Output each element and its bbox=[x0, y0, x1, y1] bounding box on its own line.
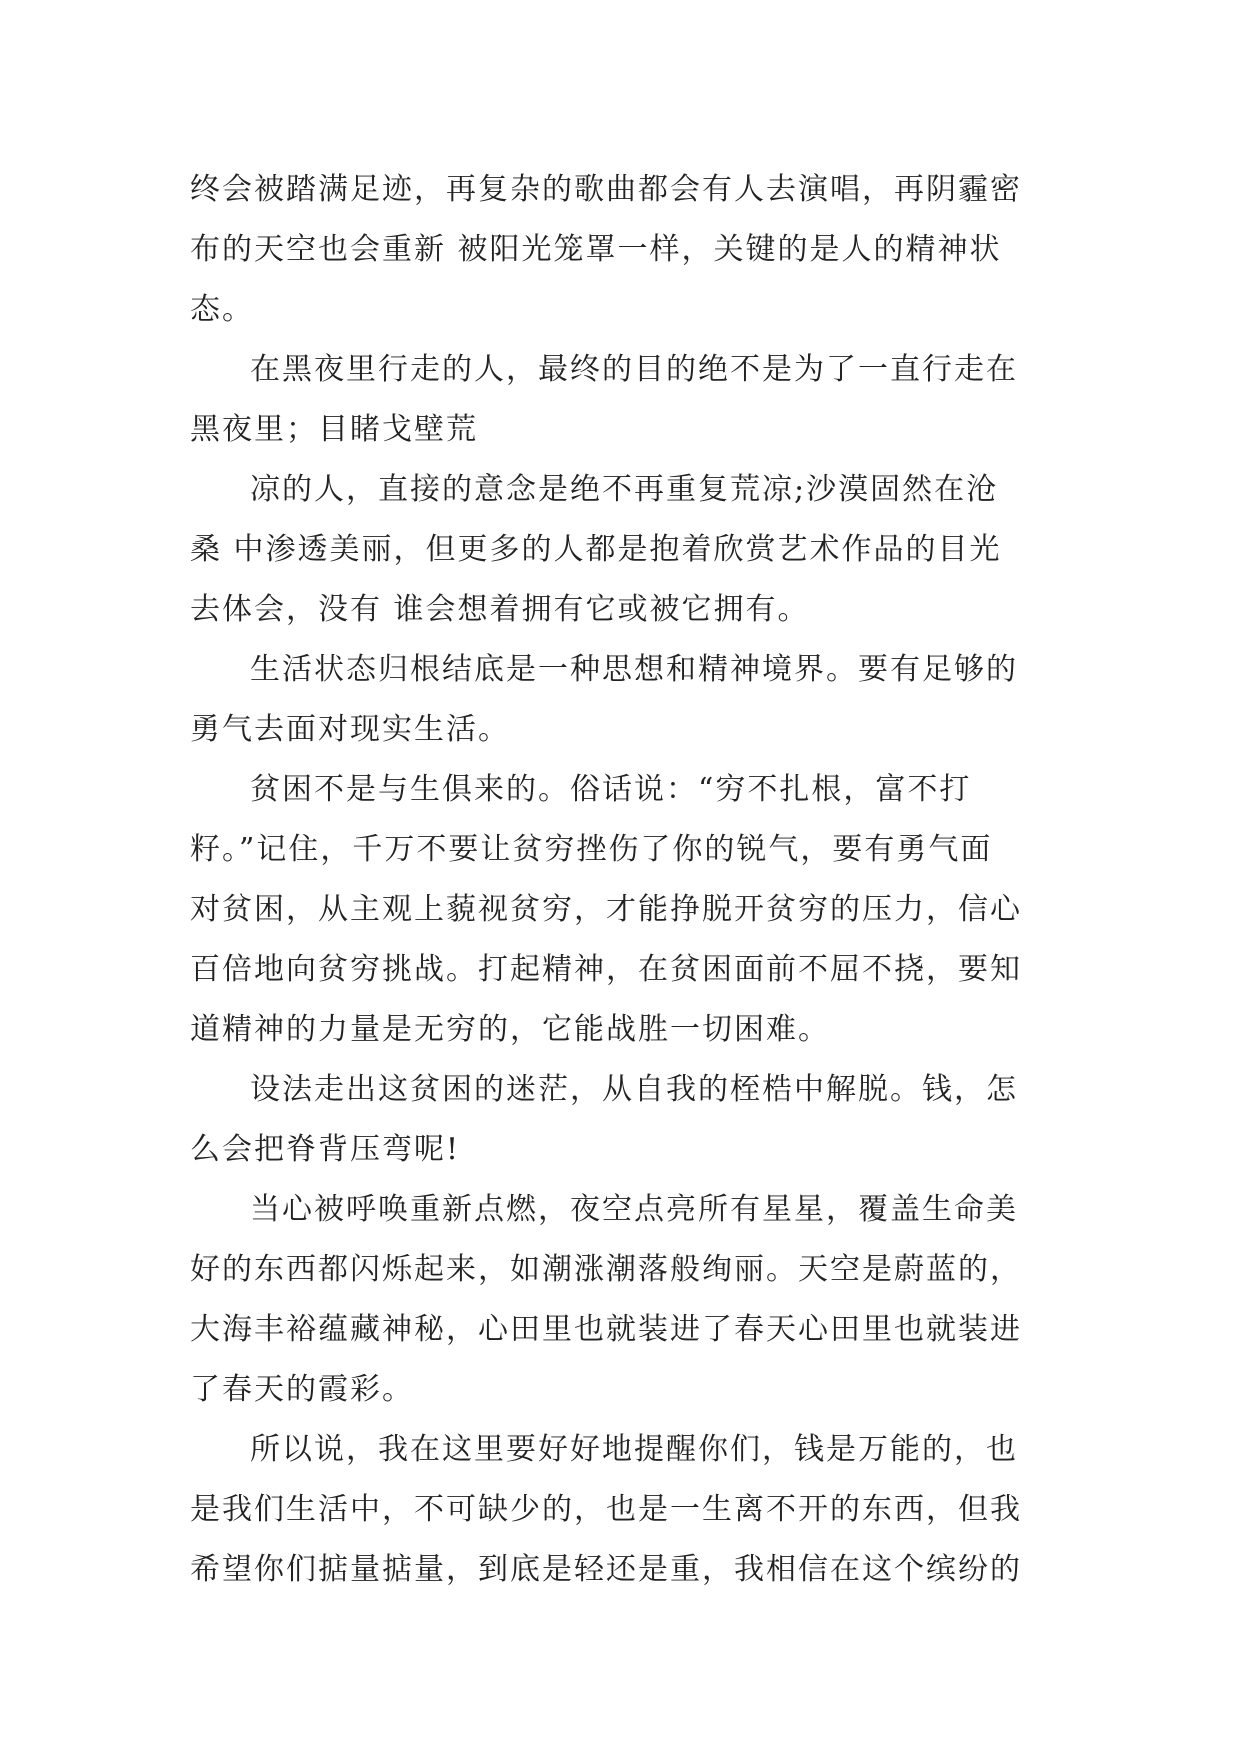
paragraph-start-line: 设法走出这贫困的迷茫，从自我的桎梏中解脱。钱，怎 bbox=[250, 1072, 1018, 1107]
text-line: 希望你们掂量掂量，到底是轻还是重，我相信在这个缤纷的 bbox=[190, 1552, 1022, 1587]
paragraph-start-line: 在黑夜里行走的人，最终的目的绝不是为了一直行走在 bbox=[250, 352, 1018, 387]
document-body bbox=[190, 160, 1050, 1600]
text-line: 大海丰裕蕴藏神秘，心田里也就装进了春天心田里也就装进 bbox=[190, 1312, 1022, 1347]
text-line: 道精神的力量是无穷的，它能战胜一切困难。 bbox=[190, 1012, 830, 1047]
paragraph-start-line: 所以说，我在这里要好好地提醒你们，钱是万能的，也 bbox=[250, 1432, 1018, 1467]
text-line: 么会把脊背压弯呢! bbox=[190, 1132, 461, 1167]
text-line: 布的天空也会重新 被阳光笼罩一样，关键的是人的精神状 bbox=[190, 232, 1002, 267]
text-line: 黑夜里；目睹戈壁荒 bbox=[190, 412, 478, 447]
text-line: 籽。”记住，千万不要让贫穷挫伤了你的锐气，要有勇气面 bbox=[190, 832, 993, 867]
text-line: 态。 bbox=[190, 292, 254, 327]
paragraph-start-line: 生活状态归根结底是一种思想和精神境界。要有足够的 bbox=[250, 652, 1018, 687]
text-line: 对贫困，从主观上藐视贫穷，才能挣脱开贫穷的压力，信心 bbox=[190, 892, 1022, 927]
text-line: 勇气去面对现实生活。 bbox=[190, 712, 510, 747]
paragraph-start-line: 贫困不是与生俱来的。俗话说：“穷不扎根，富不打 bbox=[250, 772, 972, 807]
text-line: 桑 中渗透美丽，但更多的人都是抱着欣赏艺术作品的目光 bbox=[190, 532, 1002, 567]
text-line: 终会被踏满足迹，再复杂的歌曲都会有人去演唱，再阴霾密 bbox=[190, 172, 1022, 207]
text-line: 是我们生活中，不可缺少的，也是一生离不开的东西，但我 bbox=[190, 1492, 1022, 1527]
text-line: 去体会，没有 谁会想着拥有它或被它拥有。 bbox=[190, 592, 810, 627]
text-line: 了春天的霞彩。 bbox=[190, 1372, 414, 1407]
text-line: 百倍地向贫穷挑战。打起精神，在贫困面前不屈不挠，要知 bbox=[190, 952, 1022, 987]
paragraph-start-line: 凉的人，直接的意念是绝不再重复荒凉;沙漠固然在沧 bbox=[250, 472, 999, 507]
paragraph-start-line: 当心被呼唤重新点燃，夜空点亮所有星星，覆盖生命美 bbox=[250, 1192, 1018, 1227]
text-line: 好的东西都闪烁起来，如潮涨潮落般绚丽。天空是蔚蓝的， bbox=[190, 1252, 1022, 1287]
